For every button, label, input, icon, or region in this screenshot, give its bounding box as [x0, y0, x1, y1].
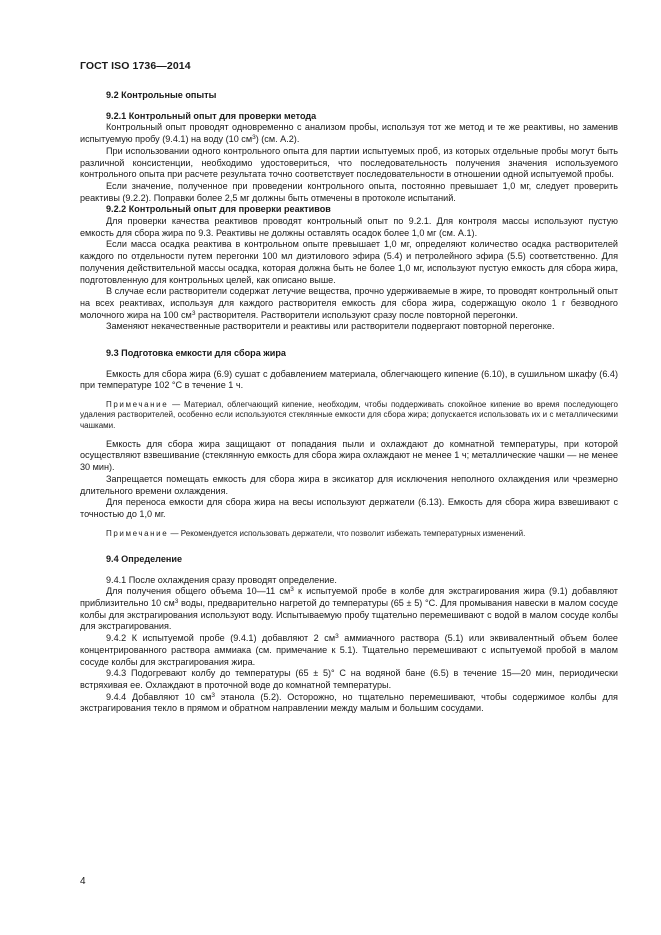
section-9-2-1-title: 9.2.1 Контрольный опыт для проверки метода	[106, 110, 317, 121]
paragraph: 9.4.4 Добавляют 10 $см^3$ этанола (5.2). Осторожно, но тщательно перемешивают, чтобы содержимое колбы для экстрагирования текло в прямом и обратном направлении между малым и большим сосудами.	[80, 691, 618, 714]
paragraph: Контрольный опыт проводят одновременно с анализом пробы, используя тот же метод и те же реактивы, но заменив испытуемую пробу (9.4.1) на воду (10 $см^3$) (см. А.2).	[80, 122, 618, 145]
paragraph: Для переноса емкости для сбора жира на весы используют держатели (6.13). Емкость для сбора жира взвешивают с точностью до 1,0 мг.	[80, 497, 618, 519]
section-9-4-title: 9.4 Определение	[106, 553, 183, 564]
paragraph: Емкость для сбора жира (6.9) сушат с добавлением материала, облегчающего кипение (6.10), в сушильном шкафу (6.4) при температуре 102 °C в течение 1 ч.	[80, 368, 618, 391]
paragraph: Если значение, полученное при проведении контрольного опыта, постоянно превышает 1,0 мг, следует проверить реактивы (9.2.2). Поправки более 2,5 мг должны быть отмечены в протоколе испытаний.	[80, 180, 618, 203]
paragraph: Заменяют некачественные растворители и реактивы или растворители подвергают повторной перегонке.	[106, 321, 555, 332]
paragraph: В случае если растворители содержат летучие вещества, прочно удерживаемые в жире, то проводят контрольный опыт на всех реактивах, используя для каждого растворителя емкость для сбора жира, содержащую около 1 г безводного молочного жира на 100 $см^3$ растворителя. Растворители используют сразу после повторной перегонки.	[80, 286, 618, 320]
paragraph: Для получения общего объема 10—11 $см^3$ к испытуемой пробе в колбе для экстрагирования жира (9.1) добавляют приблизительно 10 $см^3$ воды, предварительно нагретой до температуры (65 ± 5) °C. Для промывания навески в малом сосуде колбы для экстрагирования используют воду. Испытываемую пробу тщательно перемешивают с водой в малом сосуде колбы для экстрагирования.	[80, 586, 619, 632]
paragraph: Запрещается помещать емкость для сбора жира в эксикатор для исключения неполного охлаждения или чрезмерно длительного времени охлаждения.	[80, 473, 618, 496]
paragraph: 9.4.1 После охлаждения сразу проводят определение.	[106, 574, 337, 585]
section-9-3-title: 9.3 Подготовка емкости для сбора жира	[106, 348, 286, 359]
note: Примечание — Материал, облегчающий кипение, необходим, чтобы поддерживать спокойное кипение во время последующего удаления растворителей, особенно если используются стеклянные емкости для сбора жира; допускается использовать их и с металлическими чашками.	[80, 400, 618, 430]
paragraph: Для проверки качества реактивов проводят контрольный опыт по 9.2.1. Для контроля массы используют пустую емкость для сбора жира по 9.3. Реактивы не должны оставлять осадок более 1,0 мг (см. А.1).	[80, 216, 618, 238]
paragraph: 9.4.2 К испытуемой пробе (9.4.1) добавляют 2 $см^3$ аммиачного раствора (5.1) или эквивалентный объем более концентрированного раствора аммиака (см. примечание к 5.1). Тщательно перемешивают с испытуемой пробой в малом сосуде колбы для экстрагирования жира.	[80, 633, 618, 667]
document-body	[80, 90, 618, 715]
section-9-2-2-title: 9.2.2 Контрольный опыт для проверки реактивов	[106, 204, 331, 215]
document-header: ГОСТ ISO 1736—2014	[80, 60, 191, 72]
page-number: 4	[80, 876, 86, 887]
note: Примечание — Рекомендуется использовать держатели, что позволит избежать температурных изменений.	[106, 528, 526, 538]
paragraph: При использовании одного контрольного опыта для партии испытуемых проб, из которых отдельные пробы могут быть различной консистенции, необходимо удостовериться, что последовательность получения значения используемого контрольного опыта при расчете результата точно соответствует последовательности в отношении одной испытуемой пробы.	[80, 145, 618, 180]
section-9-2-title: 9.2 Контрольные опыты	[106, 90, 217, 100]
paragraph: 9.4.3 Подогревают колбу до температуры (65 ± 5)° C на водяной бане (6.5) в течение 15—20 мин, периодически встряхивая ее. Охлаждают в проточной воде до комнатной температуры.	[80, 668, 618, 690]
paragraph: Емкость для сбора жира защищают от попадания пыли и охлаждают до комнатной температуры, при которой осуществляют взвешивание (стеклянную емкость для сбора жира охлаждают не менее 1 ч; металлические чашки — не менее 30 мин).	[80, 438, 618, 473]
paragraph: Если масса осадка реактива в контрольном опыте превышает 1,0 мг, определяют количество осадка растворителей каждого по отдельности путем перегонки 100 мл диэтилового эфира (5.4) и петролейного эфира (5.5) соответственно. Для получения действительной массы осадка, которая должна быть не более 1,0 мг, используют пустую емкость для сбора жира, подготовленную для контрольных целей, как описано выше.	[80, 239, 618, 285]
